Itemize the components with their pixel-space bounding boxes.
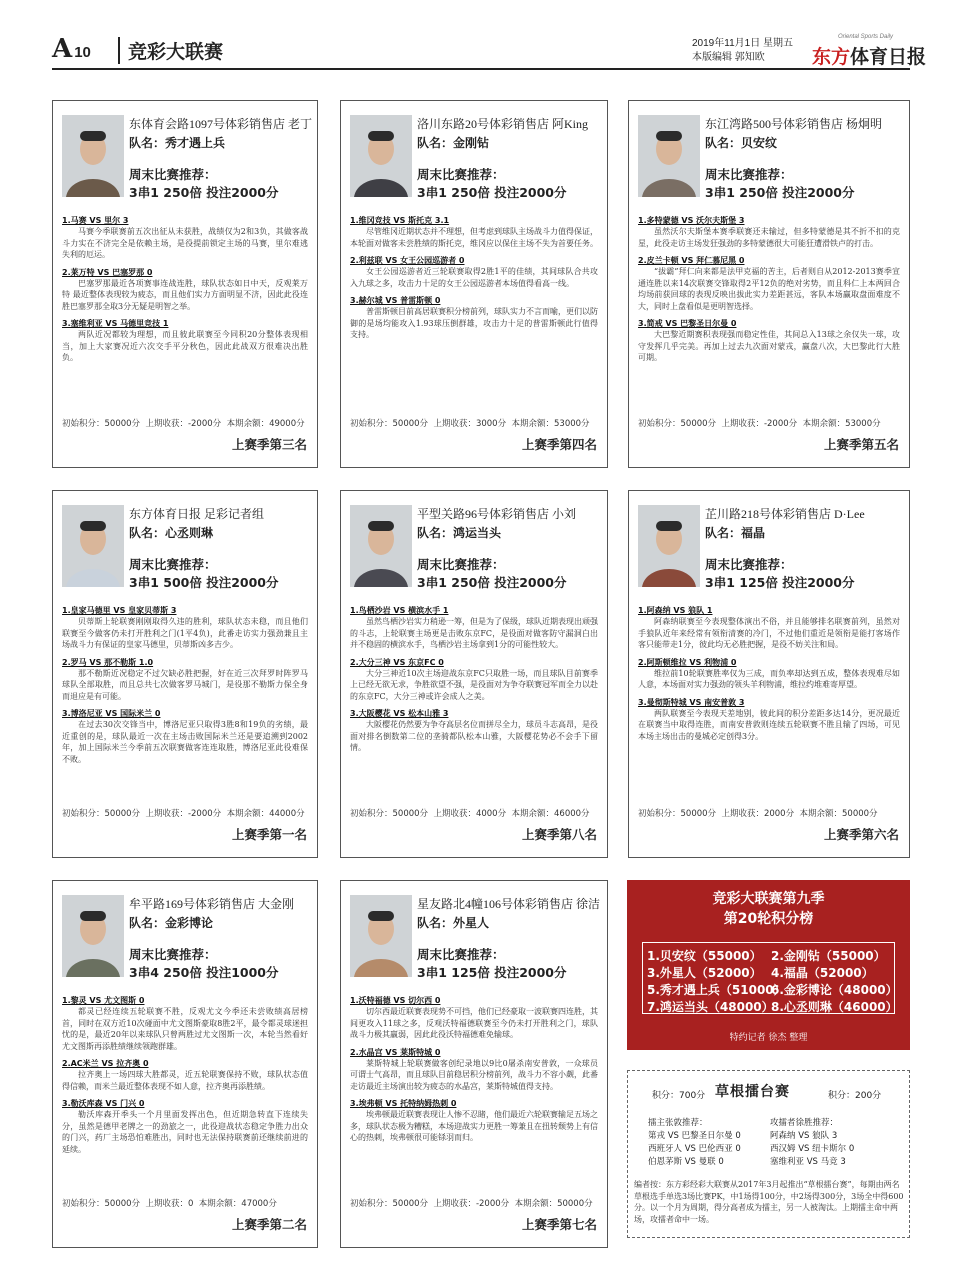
match-text: 虽然鸟栖沙岩实力稍逊一筹，但是为了保级，球队近期表现出顽强的斗志，上轮联赛主场更是击败东京FC，是役面对做客防守漏洞白出并不稳固的横滨水手，鸟栖沙岩主场拿到1分的可能性较大。 [350, 617, 598, 649]
last-income: 上期收获：-2000分 [721, 419, 798, 429]
match-title: 1.马赛 VS 里尔 3 [62, 216, 129, 225]
match-analysis [638, 215, 900, 366]
match-text: 两队联赛至今表现天差地别，彼此间的积分差距多达14分，更况最近在联赛当中取得连胜，而南安普敦则连续五轮联赛不胜且输了四场，可见本场主场出击的曼城必定创得3分。 [638, 708, 900, 741]
initial-points: 初始积分：50000分 [62, 1199, 141, 1209]
team-card [340, 490, 608, 858]
match-block [638, 657, 900, 691]
right-picks-header: 攻擂者徐胜推荐： [770, 1118, 839, 1128]
team-name: 队名：贝安纹 [705, 136, 778, 150]
match-text: 普雷斯顿目前高居联赛积分榜前列，球队实力不言而喻，更们以防御的是场均能攻入1.93球压倒群雄，攻击力十足的普雷斯顿此行值得支持。 [350, 307, 598, 339]
team-name: 队名：外星人 [417, 916, 490, 930]
portrait-image [62, 115, 124, 197]
leaderboard-footer: 特约记者 徐杰 整理 [729, 1033, 808, 1043]
initial-points: 初始积分：50000分 [62, 419, 141, 429]
right-points: 积分：200分 [828, 1091, 882, 1101]
match-text: 都灵已经连续五轮联赛不胜，反观尤文今季还未尝败绩高居榜首，同时在双方近10次碰面中尤文图斯豪取8胜2平，最令都灵球迷担忧的是，最近20年以来球队只曾两胜过尤文图斯一次，本轮当然看好尤文图斯再添胜绩继续领跑群雄。 [62, 1007, 308, 1051]
team-card [340, 880, 608, 1248]
pick-item: 阿森纳 VS 狼队 3 [770, 1131, 838, 1141]
right-picks [770, 1117, 895, 1169]
leaderboard-entry: 2.金刚钻（55000） [771, 949, 886, 963]
portrait-image [350, 895, 412, 977]
team-name: 队名：鸿运当头 [417, 526, 502, 540]
initial-points: 初始积分：50000分 [62, 809, 141, 819]
match-title: 2.AC米兰 VS 拉齐奥 0 [62, 1059, 149, 1068]
team-name: 队名：福晶 [705, 526, 766, 540]
recommend-value: 3串1 500倍 投注2000分 [129, 575, 279, 590]
pick-item: 伯恩茅斯 VS 曼联 0 [648, 1157, 724, 1167]
editor-note: 编者按：东方彩经彩大联赛从2017年3月起推出“草根擂台赛”，每期由两名草根选手单选3场比赛PK，中1场得100分，中2场得300分，3场全中得600分。以一个月为周期，得分高者成为擂主，另一人被淘汰。上期擂主命中两场，攻擂者命中一场。 [634, 1180, 904, 1224]
avatar [350, 895, 412, 977]
match-title: 3.简戒 VS 巴黎圣日尔曼 0 [638, 319, 737, 328]
last-season-rank: 上赛季第四名 [521, 437, 597, 452]
last-income: 上期收获：0 [145, 1199, 194, 1209]
match-block [350, 657, 598, 703]
points-summary [638, 417, 881, 429]
match-block [638, 215, 900, 249]
newspaper-logo [812, 32, 927, 68]
last-income: 上期收获：-2000分 [145, 419, 222, 429]
recommend-value: 3串4 250倍 投注1000分 [129, 965, 279, 980]
match-block [62, 267, 308, 313]
leaderboard-title: 竞彩大联赛第九季 [712, 891, 825, 907]
avatar [62, 505, 124, 587]
pick-item: 西班牙人 VS 巴伦西亚 0 [648, 1144, 741, 1154]
match-title: 2.水晶宫 VS 莱斯特城 0 [350, 1047, 441, 1057]
match-text: 勒沃库森开季头一个月里面发挥出色，但近期急转直下连续失分，虽然是德甲老牌之一的劲旅之一，此役迎战状态稳定争胜力出众的门兴，药厂主场恐怕难胜出，同时也无法保持联赛前还继续前进的延续。 [62, 1110, 308, 1154]
match-block [350, 708, 598, 754]
last-season-rank: 上赛季第二名 [231, 1217, 307, 1232]
team-card [628, 490, 910, 858]
page-number: A 10 [52, 34, 91, 64]
points-summary [350, 1197, 593, 1209]
balance: 本期余额：53000分 [802, 419, 881, 429]
match-text: 阿森纳联赛至今表现整体演出不俗，并且能够排名联赛前列，虽然对手狼队近年来经常有领衔清赛的冷门，不过他们重近是领衔是能打客场作客只能带走1分，彼此均无必胜把握，是役不妨关注和局。 [638, 617, 900, 649]
match-title: 3.埃弗顿 VS 托特纳姆热刺 0 [350, 1099, 457, 1108]
recommend-label: 周末比赛推荐： [129, 167, 217, 182]
match-analysis [62, 605, 308, 767]
balance: 本期余额：50000分 [514, 1199, 593, 1209]
match-block [350, 1098, 598, 1144]
last-income: 上期收获：-2000分 [433, 1199, 510, 1209]
portrait-image [62, 895, 124, 977]
match-block [62, 1058, 308, 1092]
portrait-image [350, 505, 412, 587]
recommend-label: 周末比赛推荐： [705, 167, 793, 182]
match-text: 女王公园巡游者近三轮联赛取得2胜1平的佳绩，其间球队合共攻入九球之多，攻击力十足的女王公园巡游者本场值得看高一线。 [350, 267, 598, 288]
portrait-image [350, 115, 412, 197]
match-block [638, 255, 900, 312]
match-block [350, 1047, 598, 1093]
portrait-image [62, 505, 124, 587]
match-text: 那不勒斯近况稳定不过欠缺必胜把握，好在近三次拜罗时阵罗马球队全部取胜，而且总共七次做客罗马城门，是役那不勒斯力保全身而退应是有可能。 [62, 668, 308, 701]
match-title: 1.多特蒙德 VS 沃尔夫斯堡 3 [638, 216, 745, 225]
portrait-image [638, 115, 700, 197]
match-title: 1.沃特福德 VS 切尔西 0 [350, 996, 441, 1005]
match-title: 2.罗马 VS 那不勒斯 1.0 [62, 657, 154, 667]
page-header [52, 28, 927, 70]
shop-name: 牟平路169号体彩销售店 大金刚 [129, 897, 295, 911]
match-title: 3.勒沃库森 VS 门兴 0 [62, 1099, 145, 1108]
leaderboard-entry: 3.外星人（52000） [647, 966, 762, 980]
match-analysis [638, 605, 900, 744]
points-summary [62, 1197, 277, 1209]
shop-name: 东方体育日报 足彩记者组 [129, 507, 265, 521]
match-text: “拔霸”拜仁向来都是法甲克福的苦主，后者则自从2012-2013赛季宣通连胜以来14次联赛交锋取得2平12负的绝对劣势，而且科仁上本两回合均场前获回球的表现反映出拔此实力差距甚远，客队本场赢取盘面难度不大，同时上盘看似是更明智选择。 [638, 267, 900, 311]
match-block [62, 215, 308, 261]
section-title: 竞彩大联赛 [118, 37, 223, 64]
match-text: 拉齐奥上一场四球大胜都灵，近五轮联赛保持不败，球队状态值得信赖，而米兰最近整体表现不如人意，拉齐奥再添胜绩。 [62, 1070, 308, 1091]
team-card [52, 490, 318, 858]
match-block [350, 215, 598, 249]
recommend-label: 周末比赛推荐： [129, 557, 217, 572]
balance: 本期余额：47000分 [198, 1199, 277, 1209]
left-picks [648, 1117, 773, 1169]
leaderboard-subtitle: 第20轮积分榜 [723, 911, 814, 927]
match-text: 两队近况都较为理想，而且彼此联赛至今同积20分整体表现相当，加上大家赛况近六次交手平分秋色，因此此战双方很难决出胜负。 [62, 330, 308, 362]
match-text: 大阪樱花仍然要为争夺高层名位而拼尽全力，球员斗志高昂，是役面对排名倒数第二位的垄骑都队松本山雅，大阪樱花势必不会手下留情。 [350, 720, 598, 752]
avatar [350, 505, 412, 587]
match-text: 尽管维冈近期状态并不理想，但考虑到球队主场战斗力值得保证，本轮面对做客未尝胜绩的斯托克，维冈应以保住主场不失为首要任务。 [350, 227, 598, 248]
match-text: 贝蒂斯上轮联赛刚刚取得久违的胜利，球队状态未稳，而且他们联赛至今做客仍未打开胜利之门(1平4负)，此番走访实力强劲兼且主场战斗力有保证的皇家马德里，贝蒂斯凶多吉少。 [62, 617, 308, 649]
match-analysis [350, 215, 598, 343]
last-season-rank: 上赛季第五名 [823, 437, 899, 452]
match-title: 3.曼彻斯特城 VS 南安普敦 3 [638, 697, 745, 707]
shop-name: 东江湾路500号体彩销售店 杨炯明 [705, 117, 883, 131]
match-analysis [62, 215, 308, 366]
team-card [52, 880, 318, 1248]
pick-item: 塞维利亚 VS 马竞 3 [770, 1157, 846, 1167]
match-block [350, 255, 598, 289]
match-title: 1.皇家马德里 VS 皇家贝蒂斯 3 [62, 606, 177, 615]
recommend-label: 周末比赛推荐： [417, 167, 505, 182]
last-income: 上期收获：2000分 [721, 809, 795, 819]
match-block [62, 995, 308, 1052]
grassroots-box [627, 1070, 910, 1238]
last-income: 上期收获：3000分 [433, 419, 507, 429]
left-points: 积分：700分 [652, 1091, 706, 1101]
last-season-rank: 上赛季第八名 [521, 827, 597, 842]
match-text: 莱斯特城上轮联赛做客创纪录地以9比0屠杀南安普敦，一众球员可谓士气高昂，而且球队目前稳居积分榜前列，战斗力不容小觑，此番走访最近主场演出较为疲态的水晶宫，莱斯特城值得支持。 [350, 1058, 598, 1091]
recommend-value: 3串1 250倍 投注2000分 [129, 185, 279, 200]
leaderboard-entry: 1.贝安纹（55000） [647, 949, 762, 963]
shop-name: 星友路北4幢106号体彩销售店 徐洁 [417, 897, 601, 911]
dateline [692, 37, 793, 65]
last-income: 上期收获：-2000分 [145, 809, 222, 819]
logo-text: 东方体育日报 [812, 46, 927, 68]
balance: 本期余额：44000分 [226, 809, 305, 819]
avatar [350, 115, 412, 197]
match-block [638, 605, 900, 651]
match-block [350, 295, 598, 341]
match-text: 巴塞罗那最近各项赛事连战连胜，球队状态如日中天，反观莱万特 最近整体表现较为疲态，而且他们实力方面明显不济，因此此役连胜巴塞罗那全取3分无疑是明智之举。 [62, 278, 308, 311]
match-title: 1.阿森纳 VS 狼队 1 [638, 606, 713, 615]
match-title: 2.莱万特 VS 巴塞罗那 0 [62, 267, 153, 277]
leaderboard-grid [642, 942, 898, 1014]
match-title: 3.塞维利亚 VS 马德里竞技 1 [62, 319, 169, 328]
balance: 本期余额：46000分 [511, 809, 590, 819]
match-text: 大巴黎近期赛积表现强而稳定性佳，其间总入13球之余仅失一球，攻守发挥几乎完美。再加上过去九次面对蒙戎，赢盘八次，大巴黎此行大胜可期。 [638, 330, 900, 362]
avatar [638, 505, 700, 587]
shop-name: 芷川路218号体彩销售店 D·Lee [705, 507, 865, 521]
leaderboard-entry: 7.鸿运当头（48000） [647, 1000, 774, 1014]
team-name: 队名：心丞则琳 [129, 526, 214, 540]
team-card [340, 100, 608, 468]
match-title: 1.鸟栖沙岩 VS 横滨水手 1 [350, 606, 449, 615]
match-text: 维拉前10轮联赛胜率仅为三成，而负率却达到五成，整体表现难尽如人意，本场面对实力强劲的领头羊利物浦，维拉约堆难寄厚望。 [638, 668, 900, 689]
editor-credit: 本版编辑 郭知欧 [692, 52, 765, 63]
issue-date: 2019年11月1日 星期五 [692, 38, 793, 49]
match-block [62, 657, 308, 703]
points-summary [62, 807, 305, 819]
last-season-rank: 上赛季第一名 [231, 827, 307, 842]
shop-name: 洛川东路20号体彩销售店 阿King [417, 117, 589, 131]
points-summary [62, 417, 305, 429]
last-income: 上期收获：4000分 [433, 809, 507, 819]
match-title: 3.博洛尼亚 VS 国际米兰 0 [62, 709, 161, 718]
points-summary [350, 807, 590, 819]
recommend-label: 周末比赛推荐： [705, 557, 793, 572]
match-text: 在过去30次交锋当中，博洛尼亚只取得3胜8和19负的劣绩，最近重创的是，球队最近一次在主场击败国际米兰还是要追溯到2002年，加上国际米兰今季前五次联赛做客连连取胜，博洛尼亚此役难保不败。 [62, 720, 308, 764]
recommend-value: 3串1 125倍 投注2000分 [417, 965, 567, 980]
avatar [62, 115, 124, 197]
match-title: 2.大分三神 VS 东京FC 0 [350, 657, 444, 667]
initial-points: 初始积分：50000分 [638, 419, 717, 429]
last-season-rank: 上赛季第七名 [521, 1217, 597, 1232]
points-summary [350, 417, 590, 429]
match-block [62, 1098, 308, 1155]
match-block [638, 318, 900, 364]
match-title: 2.利兹联 VS 女王公园巡游者 0 [350, 256, 465, 265]
leaderboard-entry: 8.心丞则琳（46000） [771, 1000, 898, 1014]
match-block [62, 708, 308, 765]
recommend-value: 3串1 125倍 投注2000分 [705, 575, 855, 590]
leaderboard-box [627, 880, 910, 1050]
team-name: 队名：金彩博论 [129, 916, 214, 930]
match-analysis [62, 995, 308, 1157]
match-text: 虽然沃尔夫斯堡本赛季联赛还未输过，但多特蒙德是其不折不扣的克星，此役走访主场发狂强劲的多特蒙德很大可能狂遭滑铁卢的打击。 [638, 227, 900, 248]
portrait-image [638, 505, 700, 587]
match-analysis [350, 995, 598, 1146]
balance: 本期余额：53000分 [511, 419, 590, 429]
points-summary [638, 807, 878, 819]
match-analysis [350, 605, 598, 756]
match-block [350, 995, 598, 1041]
left-picks-header: 擂主张敦推荐： [648, 1118, 708, 1128]
match-title: 1.维冈竞技 VS 斯托克 3.1 [350, 216, 450, 225]
last-season-rank: 上赛季第六名 [823, 827, 899, 842]
match-title: 3.大阪樱花 VS 松本山雅 3 [350, 709, 449, 718]
recommend-value: 3串1 250倍 投注2000分 [417, 185, 567, 200]
match-text: 马赛今季联赛前五次出征从未获胜，战绩仅为2和3负，其做客战斗力实在不济完全是依赖主场，是役提前锁定主场的马赛，里尔难逃失利的厄运。 [62, 227, 308, 259]
balance: 本期余额：49000分 [226, 419, 305, 429]
team-card [52, 100, 318, 468]
grassroots-title: 草根擂台赛 [715, 1084, 790, 1100]
leaderboard-entry: 6.金彩博论（48000） [771, 983, 898, 997]
match-text: 埃弗顿最近联赛表现让人惨不忍睹，他们最近六轮联赛输足五场之多，球队状态极为糟糕，本场迎战实力更胜一筹兼且在扭转颓势上有信心的热刺，埃弗顿很可能铩羽而归。 [350, 1110, 598, 1142]
match-block [638, 697, 900, 743]
recommend-label: 周末比赛推荐： [129, 947, 217, 962]
logo-subtitle: Oriental Sports Daily [838, 34, 894, 40]
recommend-label: 周末比赛推荐： [417, 947, 505, 962]
pick-item: 西汉姆 VS 纽卡斯尔 0 [770, 1144, 855, 1154]
match-title: 1.黎灵 VS 尤文图斯 0 [62, 996, 145, 1005]
match-title: 3.赫尔城 VS 普雷斯顿 0 [350, 296, 441, 305]
match-block [350, 605, 598, 651]
recommend-value: 3串1 250倍 投注2000分 [705, 185, 855, 200]
recommend-value: 3串1 250倍 投注2000分 [417, 575, 567, 590]
pick-item: 第戎 VS 巴黎圣日尔曼 0 [648, 1131, 741, 1141]
team-name: 队名：金刚钻 [417, 136, 490, 150]
leaderboard-entry: 4.福晶（52000） [771, 966, 874, 980]
initial-points: 初始积分：50000分 [350, 809, 429, 819]
recommend-label: 周末比赛推荐： [417, 557, 505, 572]
match-title: 2.阿斯顿维拉 VS 利物浦 0 [638, 657, 737, 667]
match-text: 大分三神近10次主场迎战东京FC只取胜一场，而且球队目前赛季上已经无欲无求，争胜欲望不强，是役面对为争夺联赛冠军而全力以赴的东京FC，大分三神或许会成人之美。 [350, 668, 598, 701]
last-season-rank: 上赛季第三名 [231, 437, 307, 452]
match-block [62, 318, 308, 364]
team-name: 队名：秀才遇上兵 [129, 136, 226, 150]
initial-points: 初始积分：50000分 [350, 1199, 429, 1209]
match-title: 2.皮兰卡顿 VS 拜仁慕尼黑 0 [638, 256, 745, 265]
balance: 本期余额：50000分 [799, 809, 878, 819]
match-block [62, 605, 308, 651]
match-text: 切尔西最近联赛表现势不可挡，他们已经豪取一波联赛四连胜，其间更攻入11球之多，反观沃特福德联赛至今仍未打开胜利之门，球队战斗力极其羸弱，因此此役沃特福德难免输球。 [350, 1007, 598, 1039]
shop-name: 平型关路96号体彩销售店 小刘 [417, 507, 577, 521]
shop-name: 东体育会路1097号体彩销售店 老丁 [129, 117, 313, 131]
avatar [638, 115, 700, 197]
leaderboard-entry: 5.秀才遇上兵（51000） [647, 983, 786, 997]
avatar [62, 895, 124, 977]
initial-points: 初始积分：50000分 [350, 419, 429, 429]
initial-points: 初始积分：50000分 [638, 809, 717, 819]
team-card [628, 100, 910, 468]
